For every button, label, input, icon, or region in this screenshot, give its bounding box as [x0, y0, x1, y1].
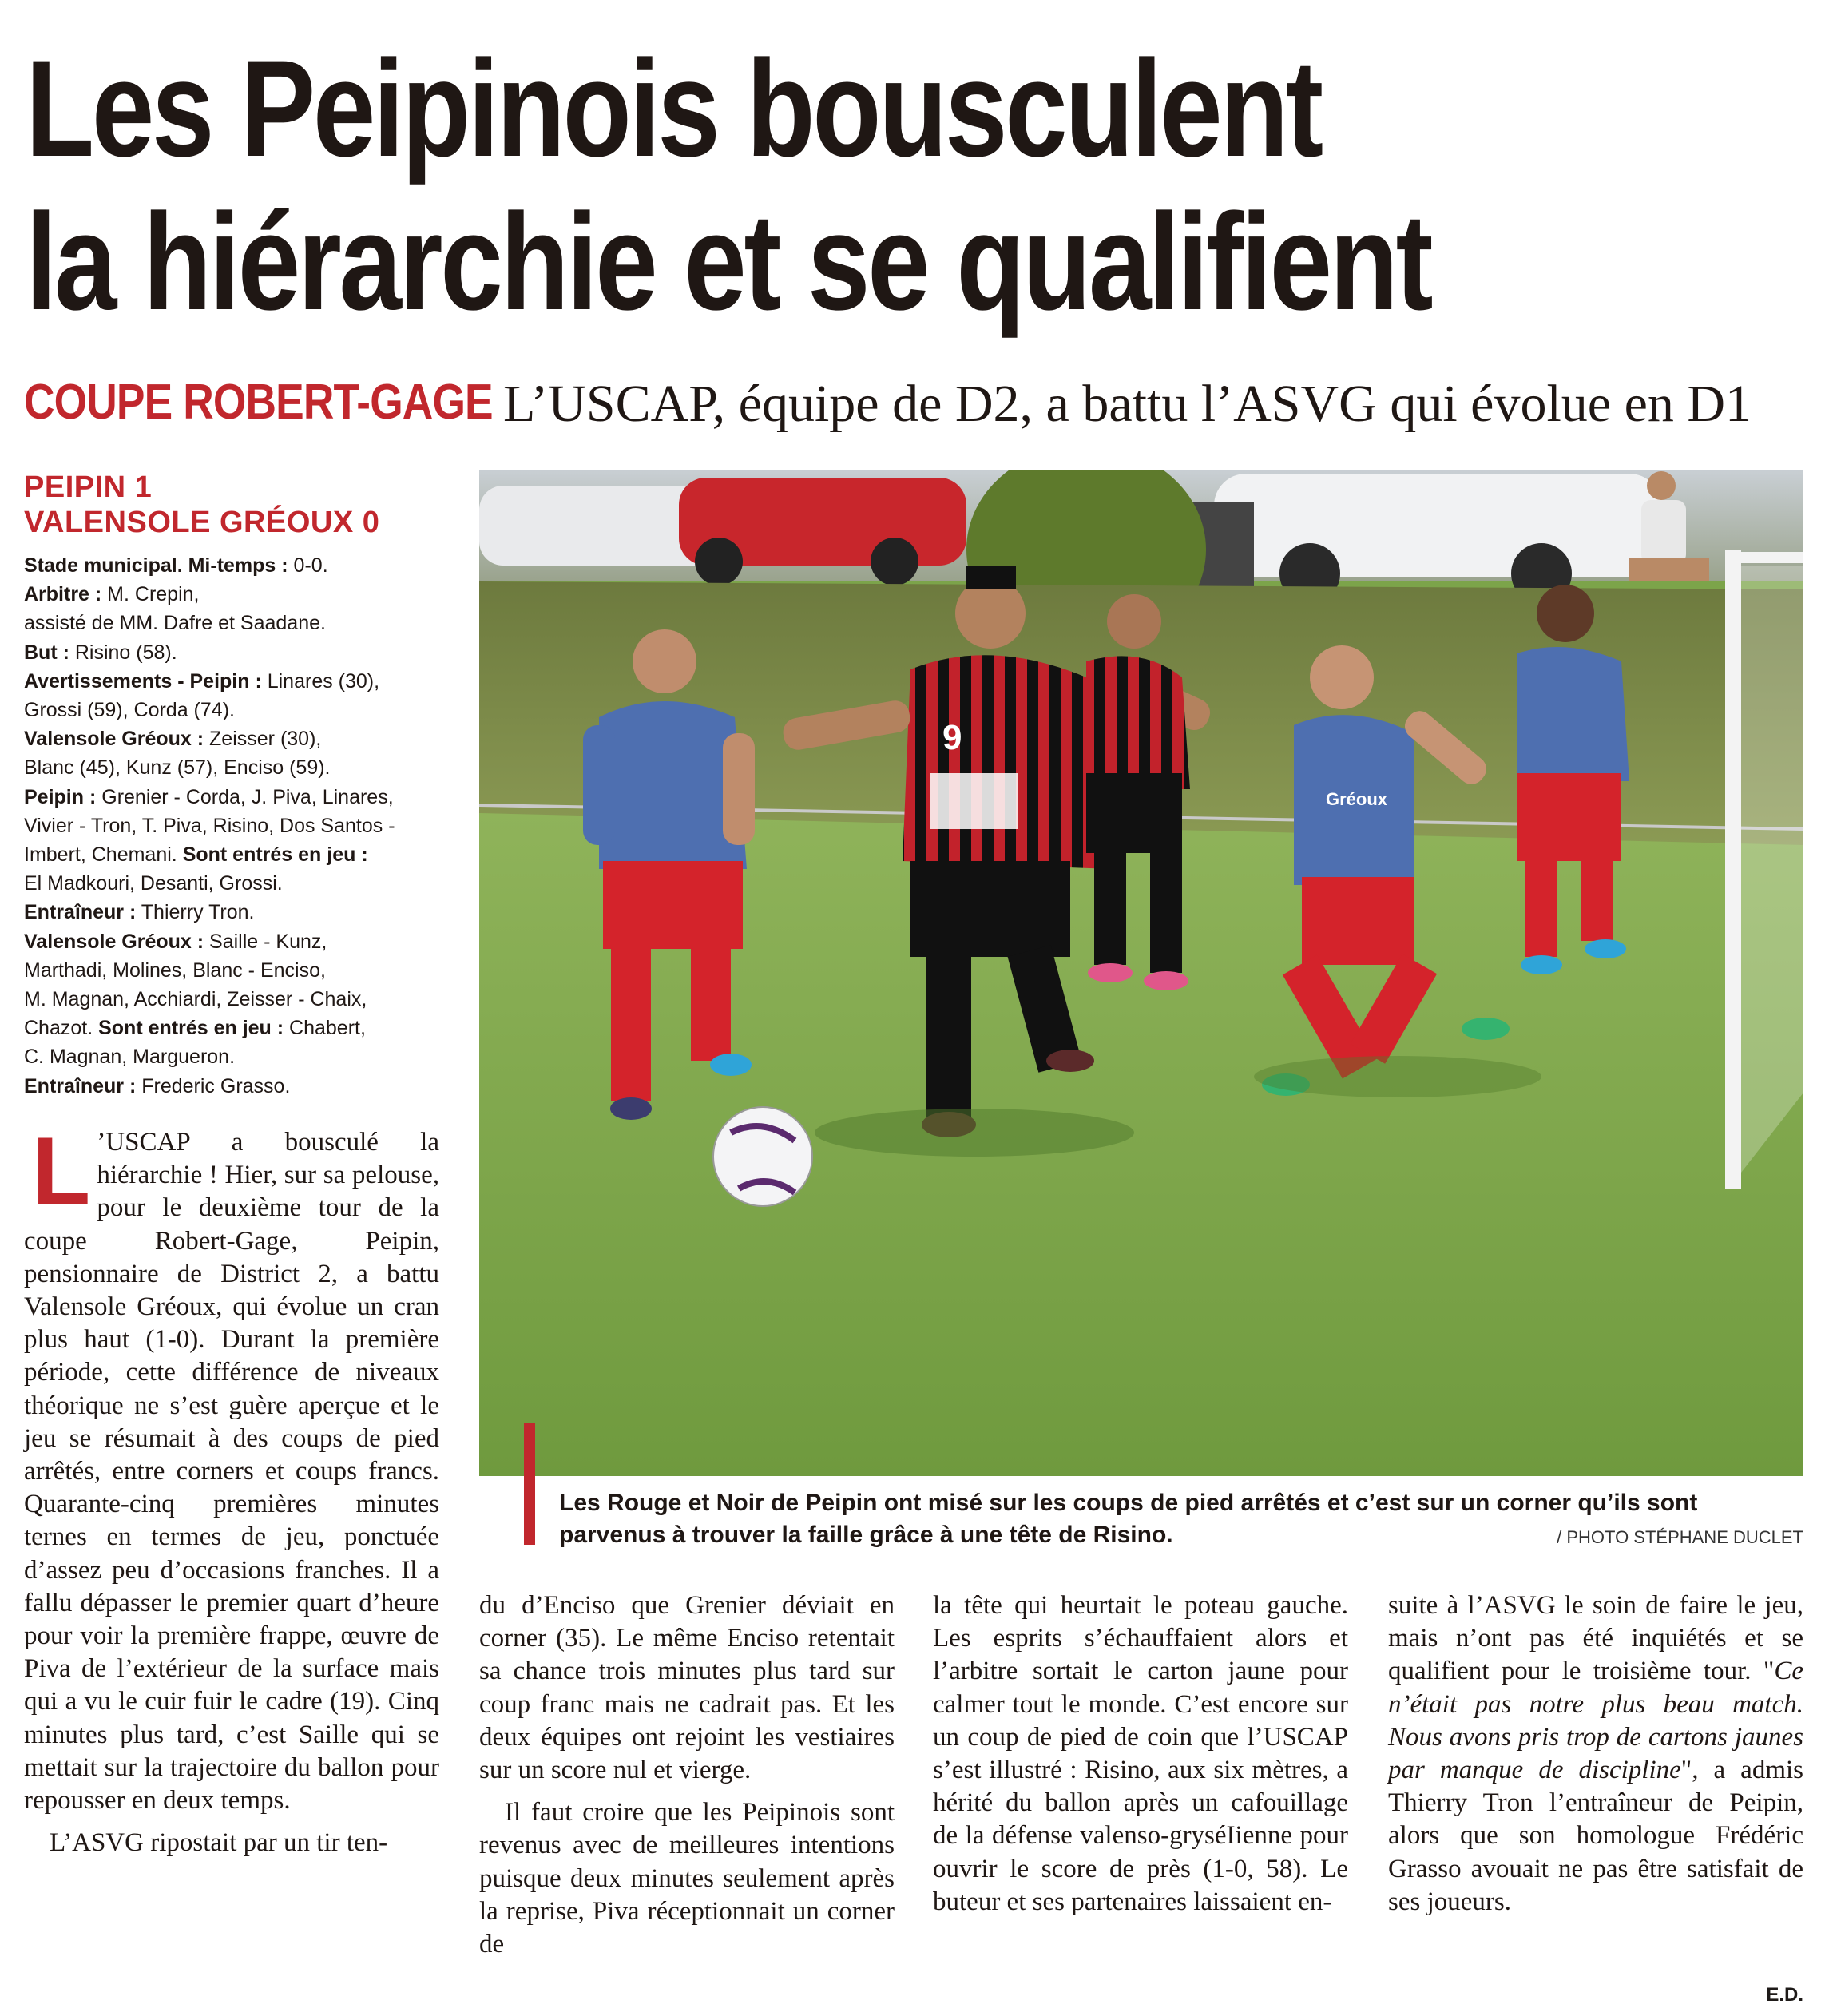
- match-detail-line: [24, 1042, 455, 1071]
- detail-text: Saille - Kunz,: [204, 930, 327, 953]
- match-detail-line: [24, 985, 455, 1014]
- match-detail-line: [24, 667, 455, 696]
- article-paragraph: Il faut croire que les Peipinois sont revenus avec de meilleures intentions puisque deux minutes seulement après la reprise, Piva réceptionnait un corner de: [479, 1798, 895, 1959]
- detail-text: Risino (58).: [69, 641, 177, 664]
- away-score: VALENSOLE GRÉOUX 0: [24, 506, 380, 539]
- match-detail-line: [24, 956, 455, 985]
- detail-text: Frederic Grasso.: [136, 1074, 291, 1097]
- detail-label: Arbitre :: [24, 583, 102, 606]
- kicker: COUPE ROBERT-GAGE: [24, 375, 493, 430]
- detail-label: Peipin :: [24, 785, 97, 808]
- match-detail-line: [24, 609, 455, 637]
- headline-line-2: la hiérarchie et se qualifient: [26, 185, 1431, 339]
- match-detail-line: [24, 1072, 455, 1101]
- detail-label: But :: [24, 641, 69, 664]
- match-detail-line: [24, 840, 455, 869]
- article-text: ", a admis Thierry Tron l’entraîneur de Peipin, alors que son homologue Frédéric Grasso avouait ne pas être satisfait de ses joueurs.: [1388, 1756, 1803, 1916]
- detail-text: Zeisser (30),: [204, 728, 322, 751]
- caption-accent-bar: [524, 1423, 535, 1545]
- article-text: ’USCAP a bousculé la hiérarchie ! Hier, sur sa pelouse, pour le deuxième tour de la coupe Robert-Gage, Peipin, pensionnaire de District 2, a battu Valensole Gréoux, qui évolue un cran plus haut (1-0). Durant la première période, cette différence de niveaux théorique ne s’est guère aperçue et le jeu se résumait à des coups de pied arrêtés, entre corners et coups francs. Quarante-cinq premières minutes ternes en termes de jeu, ponctuée d’assez peu d’occasions franches. Il a fallu dépasser le premier quart d’heure pour voir la première frappe, œuvre de Piva de l’extérieur de la surface mais qui a vu le cuir fuir le cadre (19). Cinq minutes plus tard, c’est Saille qui se mettait sur la trajectoire du ballon pour repousser en deux temps.: [24, 1128, 439, 1816]
- quote: Ce n’était pas notre plus beau match. Nous avons pris trop de cartons jaunes par manque de discipline: [1388, 1657, 1803, 1785]
- sponsor-text: Gréoux: [1326, 789, 1388, 809]
- match-detail-line: [24, 753, 455, 782]
- article-paragraph: L’ASVG ripostait par un tir ten-: [50, 1828, 388, 1858]
- detail-text: Blanc (45), Kunz (57), Enciso (59).: [24, 756, 331, 780]
- article-paragraph: [24, 1117, 439, 1817]
- detail-text: assisté de MM. Dafre et Saadane.: [24, 612, 326, 635]
- detail-label: Valensole Gréoux :: [24, 930, 204, 953]
- match-result-box: [24, 470, 455, 1101]
- detail-text: Chazot.: [24, 1017, 99, 1040]
- detail-text: Vivier - Tron, T. Piva, Risino, Dos Santos -: [24, 814, 395, 837]
- detail-text: El Madkouri, Desanti, Grossi.: [24, 872, 283, 895]
- detail-text: Grenier - Corda, J. Piva, Linares,: [96, 785, 394, 808]
- match-detail-line: [24, 927, 455, 956]
- detail-text: C. Magnan, Margueron.: [24, 1046, 236, 1069]
- article-paragraph: la tête qui heurtait le poteau gauche. Les esprits s’échauffaient alors et l’arbitre sortait le carton jaune pour calmer tout le monde. C’est encore sur un coup de pied de coin que l’USCAP s’est illustré : Risino, aux six mètres, a hérité du ballon après un cafouillage de la défense valenso-gryséIienne pour ouvrir le score de près (1-0, 58). Le buteur et ses partenaires laissaient en-: [933, 1591, 1348, 1916]
- detail-text: Chabert,: [284, 1017, 366, 1040]
- match-detail-line: [24, 869, 455, 898]
- kicker-row: [24, 374, 1805, 438]
- detail-label: Sont entrés en jeu :: [98, 1017, 284, 1040]
- photo-caption: Les Rouge et Noir de Peipin ont misé sur les coups de pied arrêtés et c’est sur un corner qu’ils sont parvenus à trouver la faille grâce à une tête de Risino.: [559, 1490, 1698, 1548]
- article-column-3: [933, 1589, 1348, 1919]
- headline: [26, 32, 1486, 339]
- article-paragraph: [1388, 1589, 1803, 1919]
- author-signature: E.D.: [1766, 1984, 1803, 2006]
- photo-credit: / PHOTO STÉPHANE DUCLET: [1557, 1527, 1803, 1547]
- match-photo: [479, 470, 1803, 1476]
- match-detail-line: [24, 551, 455, 580]
- detail-text: 0-0.: [288, 554, 328, 577]
- detail-label: Stade municipal. Mi-temps :: [24, 554, 288, 577]
- jersey-number: 9: [942, 718, 962, 757]
- match-detail-line: [24, 638, 455, 667]
- match-detail-line: [24, 898, 455, 927]
- article-column-1: [24, 1117, 439, 1859]
- detail-label: Valensole Gréoux :: [24, 728, 204, 751]
- detail-label: Sont entrés en jeu :: [182, 843, 368, 867]
- headline-line-1: Les Peipinois bousculent: [26, 32, 1321, 185]
- article-text: suite à l’ASVG le soin de faire le jeu, mais n’ont pas été inquiétés et se qualifient pour le troisième tour. ": [1388, 1591, 1803, 1686]
- football: [713, 1107, 812, 1206]
- detail-text: M. Crepin,: [101, 583, 200, 606]
- detail-text: Grossi (59), Corda (74).: [24, 699, 235, 722]
- match-detail-line: [24, 1014, 455, 1042]
- detail-text: Thierry Tron.: [136, 901, 255, 924]
- match-detail-line: [24, 812, 455, 840]
- match-details: [24, 551, 455, 1101]
- match-detail-line: [24, 696, 455, 724]
- match-detail-line: [24, 724, 455, 753]
- detail-label: Entraîneur :: [24, 1074, 137, 1097]
- dropcap: L: [32, 1117, 91, 1224]
- match-detail-line: [24, 783, 455, 812]
- article-column-4: [1388, 1589, 1803, 1919]
- detail-label: Avertissements - Peipin :: [24, 669, 262, 693]
- article-column-2: [479, 1589, 895, 1961]
- home-score: PEIPIN 1: [24, 470, 153, 504]
- match-detail-line: [24, 580, 455, 609]
- subhead: L’USCAP, équipe de D2, a battu l’ASVG qui évolue en D1: [503, 375, 1752, 433]
- detail-text: Linares (30),: [261, 669, 380, 693]
- detail-text: Marthadi, Molines, Blanc - Enciso,: [24, 958, 326, 982]
- detail-text: Imbert, Chemani.: [24, 843, 183, 867]
- article-paragraph: du d’Enciso que Grenier déviait en corner (35). Le même Enciso retentait sa chance trois minutes plus tard sur coup franc mais ne cadrait pas. Et les deux équipes ont rejoint les vestiaires sur un score nul et vierge.: [479, 1591, 895, 1785]
- detail-text: M. Magnan, Acchiardi, Zeisser - Chaix,: [24, 988, 367, 1011]
- detail-label: Entraîneur :: [24, 901, 137, 924]
